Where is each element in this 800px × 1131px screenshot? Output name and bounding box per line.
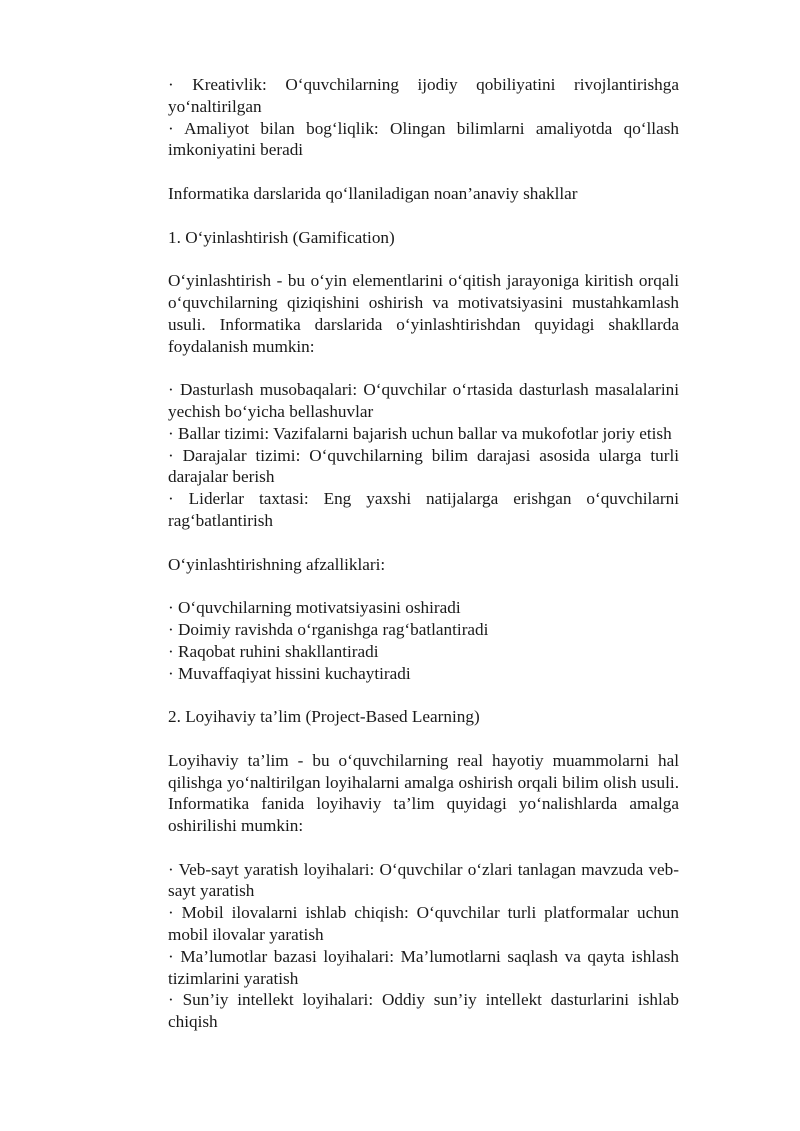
list-item: · Sun’iy intellekt loyihalari: Oddiy sun’iy intellekt dasturlarini ishlab chiqish (168, 990, 679, 1032)
list-item: · Darajalar tizimi: O‘quvchilarning bilim darajasi asosida ularga turli darajalar berish (168, 445, 679, 487)
list-item: · Raqobat ruhini shakllantiradi (168, 641, 379, 661)
list-item: · Veb-sayt yaratish loyihalari: O‘quvchilar o‘zlari tanlagan mavzuda veb-sayt yaratish (168, 859, 679, 901)
project-directions-list (168, 859, 679, 1033)
list-item: · Amaliyot bilan bog‘liqlik: Olingan bilimlarni amaliyotda qo‘llash imkoniyatini beradi (168, 118, 679, 160)
advantages-title: O‘yinlashtirishning afzalliklari: (168, 554, 386, 574)
advantages-list (168, 597, 679, 684)
intro-bullet-list (168, 74, 679, 161)
list-item: · Mobil ilovalarni ishlab chiqish: O‘quvchilar turli platformalar uchun mobil ilovalar yaratish (168, 903, 679, 945)
list-item: · Liderlar taxtasi: Eng yaxshi natijalarga erishgan o‘quvchilarni rag‘batlantirish (168, 489, 679, 530)
gamification-paragraph: O‘yinlashtirish - bu o‘yin elementlarini o‘qitish jarayoniga kiritish orqali o‘quvchilarning qiziqishini oshirish va motivatsiyasini mustahkamlash usuli. Informatika darslarida o‘yinlashtirishdan quyidagi shakllarda foydalanish mumkin: (168, 271, 679, 356)
gamification-forms-list (168, 379, 679, 532)
list-item: · Kreativlik: O‘quvchilarning ijodiy qobiliyatini rivojlantirishga yo‘naltirilgan (168, 75, 679, 116)
list-item: · Doimiy ravishda o‘rganishga rag‘batlantiradi (168, 619, 489, 639)
document-page (168, 74, 679, 1033)
section-title: Informatika darslarida qo‘llaniladigan noan’anaviy shakllar (168, 183, 578, 203)
list-item: · Muvaffaqiyat hissini kuchaytiradi (168, 663, 411, 683)
list-item: · Dasturlash musobaqalari: O‘quvchilar o‘rtasida dasturlash masalalarini yechish bo‘yicha bellashuvlar (168, 380, 679, 421)
project-learning-heading: 2. Loyihaviy ta’lim (Project-Based Learning) (168, 707, 480, 727)
project-learning-paragraph: Loyihaviy ta’lim - bu o‘quvchilarning real hayotiy muammolarni hal qilishga yo‘naltirilgan loyihalarni amalga oshirish orqali bilim olish usuli. Informatika fanida loyihaviy ta’lim quyidagi yo‘nalishlarda amalga oshirilishi mumkin: (168, 750, 679, 836)
list-item: · Ballar tizimi: Vazifalarni bajarish uchun ballar va mukofotlar joriy etish (168, 423, 672, 443)
gamification-heading: 1. O‘yinlashtirish (Gamification) (168, 227, 395, 247)
list-item: · Ma’lumotlar bazasi loyihalari: Ma’lumotlarni saqlash va qayta ishlash tizimlarini yaratish (168, 946, 679, 988)
list-item: · O‘quvchilarning motivatsiyasini oshiradi (168, 598, 461, 618)
